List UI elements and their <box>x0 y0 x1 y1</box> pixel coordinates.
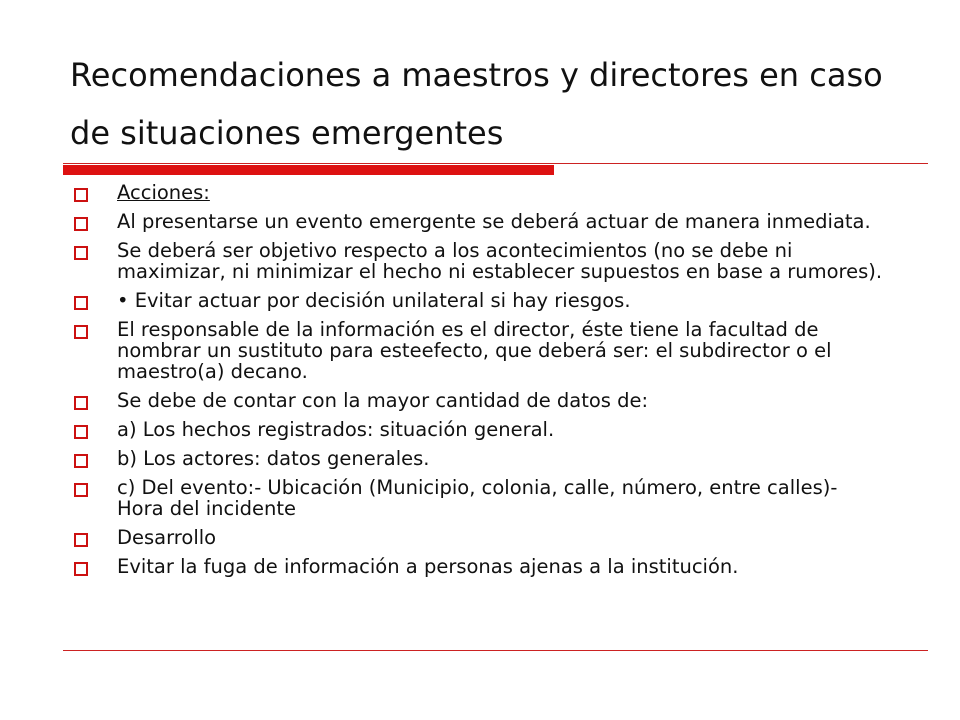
footer-divider <box>63 650 928 651</box>
bullet-list <box>70 182 890 585</box>
bullet-item <box>70 419 890 440</box>
bullet-text: Se debe de contar con la mayor cantidad de datos de: <box>117 389 649 412</box>
bullet-text: El responsable de la información es el director, éste tiene la facultad de nombrar un sustituto para esteefecto, que deberá ser: el subdirector o el maestro(a) decano. <box>117 318 832 383</box>
bullet-item <box>70 390 890 411</box>
hollow-square-icon <box>74 533 88 547</box>
bullet-text: b) Los actores: datos generales. <box>117 447 430 470</box>
hollow-square-icon <box>74 246 88 260</box>
bullet-item <box>70 527 890 548</box>
title-divider-thin <box>63 163 928 164</box>
bullet-item <box>70 290 890 311</box>
bullet-text: Al presentarse un evento emergente se deberá actuar de manera inmediata. <box>117 210 871 233</box>
bullet-item <box>70 211 890 232</box>
slide-title: Recomendaciones a maestros y directores en caso de situaciones emergentes <box>70 56 883 152</box>
hollow-square-icon <box>74 217 88 231</box>
bullet-item <box>70 319 890 382</box>
bullet-text: c) Del evento:- Ubicación (Municipio, colonia, calle, número, entre calles)- Hora del incidente <box>117 476 838 520</box>
hollow-square-icon <box>74 188 88 202</box>
hollow-square-icon <box>74 396 88 410</box>
bullet-text: a) Los hechos registrados: situación general. <box>117 418 555 441</box>
bullet-text: • Evitar actuar por decisión unilateral si hay riesgos. <box>117 289 631 312</box>
title-divider-accent <box>63 165 554 175</box>
hollow-square-icon <box>74 562 88 576</box>
hollow-square-icon <box>74 454 88 468</box>
bullet-text: Desarrollo <box>117 526 217 549</box>
hollow-square-icon <box>74 483 88 497</box>
bullet-item <box>70 448 890 469</box>
bullet-item <box>70 556 890 577</box>
bullet-item <box>70 240 890 282</box>
bullet-item <box>70 477 890 519</box>
bullet-text: Evitar la fuga de información a personas ajenas a la institución. <box>117 555 739 578</box>
bullet-text: Se deberá ser objetivo respecto a los acontecimientos (no se debe ni maximizar, ni minimizar el hecho ni establecer supuestos en base a rumores). <box>117 239 883 283</box>
hollow-square-icon <box>74 296 88 310</box>
bullet-text: Acciones: <box>117 181 210 204</box>
hollow-square-icon <box>74 325 88 339</box>
bullet-item-acciones <box>70 182 890 203</box>
hollow-square-icon <box>74 425 88 439</box>
